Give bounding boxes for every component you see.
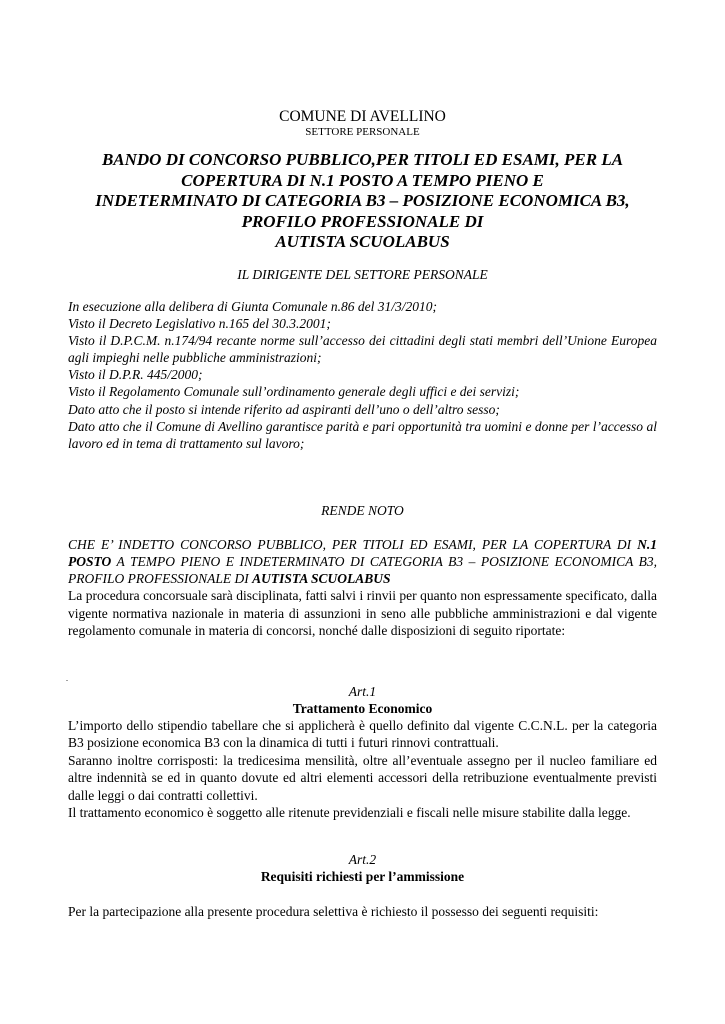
bando-line: AUTISTA SCUOLABUS bbox=[275, 232, 450, 251]
rende-noto-heading: RENDE NOTO bbox=[321, 503, 404, 518]
bando-line: INDETERMINATO DI CATEGORIA B3 – POSIZIONE ECONOMICA B3, bbox=[95, 191, 630, 210]
premessa-item: Dato atto che il Comune di Avellino garantisce parità e pari opportunità tra uomini e donne per l’accesso al lavoro ed in tema di trattamento sul lavoro; bbox=[68, 418, 657, 451]
comune-title: COMUNE DI AVELLINO bbox=[279, 108, 446, 125]
premessa-item: Visto il Decreto Legislativo n.165 del 30.3.2001; bbox=[68, 316, 331, 332]
bando-line: PROFILO PROFESSIONALE DI bbox=[241, 211, 484, 231]
art1-body bbox=[68, 717, 657, 821]
premessa-item: Visto il D.P.C.M. n.174/94 recante norme sull’accesso dei cittadini degli stati membri dell’Unione Europea agli impieghi nelle pubbliche amministrazioni; bbox=[68, 333, 657, 366]
premessa-item: In esecuzione alla delibera di Giunta Comunale n.86 del 31/3/2010; bbox=[68, 299, 437, 314]
indetto-text-2: A TEMPO PIENO E INDETERMINATO DI CATEGORIA B3 – POSIZIONE ECONOMICA B3, PROFILO PROFESSIONALE DI bbox=[68, 554, 657, 587]
indetto-profilo: AUTISTA SCUOLABUS bbox=[252, 571, 391, 587]
premessa-item: Visto il Regolamento Comunale sull’ordinamento generale degli uffici e dei servizi; bbox=[68, 384, 520, 400]
indetto-paragraph bbox=[68, 536, 657, 588]
bando-line: BANDO DI CONCORSO PUBBLICO,PER TITOLI ED ESAMI, PER LA bbox=[101, 150, 624, 169]
procedura-paragraph: La procedura concorsuale sarà disciplinata, fatti salvi i rinvii per quanto non espressamente specificato, dalla vigente normativa nazionale in materia di assunzioni in seno alle pubbliche amministrazioni e dal vigente regolamento comunale in materia di concorsi, nonché dalle disposizioni di seguito riportate: bbox=[68, 588, 657, 638]
bando-title bbox=[68, 150, 657, 253]
bando-line: COPERTURA DI N.1 POSTO A TEMPO PIENO E bbox=[181, 170, 544, 190]
premessa-item: Visto il D.P.R. 445/2000; bbox=[68, 367, 203, 383]
stray-dot: . bbox=[66, 674, 68, 683]
settore-subtitle: SETTORE PERSONALE bbox=[305, 126, 420, 138]
art1-paragraph: L’importo dello stipendio tabellare che si applicherà è quello definito dal vigente C.C.N.L. per la categoria B3 posizione economica B3 con la dinamica di tutti i futuri rinnovi contrattuali. bbox=[68, 718, 657, 751]
indetto-posto: N.1 POSTO bbox=[68, 537, 657, 570]
art2-body: Per la partecipazione alla presente procedura selettiva è richiesto il possesso dei seguenti requisiti: bbox=[68, 904, 599, 919]
art2-title: Requisiti richiesti per l’ammissione bbox=[260, 869, 465, 884]
art1-title: Trattamento Economico bbox=[292, 701, 433, 716]
indetto-text-1: CHE E’ INDETTO CONCORSO PUBBLICO, PER TITOLI ED ESAMI, PER LA COPERTURA DI bbox=[68, 537, 638, 552]
art1-number: Art.1 bbox=[348, 684, 377, 699]
art2-number: Art.2 bbox=[348, 852, 377, 867]
art1-paragraph: Saranno inoltre corrisposti: la tredicesima mensilità, oltre all’eventuale assegno per il nucleo familiare ed altre indennità se ed in quanto dovute ed altri elementi accessori della retribuzione eventualmente previsti dalle leggi o dai contratti collettivi. bbox=[68, 752, 657, 803]
premesse-list bbox=[68, 298, 657, 452]
premessa-item: Dato atto che il posto si intende riferito ad aspiranti dell’uno o dell’altro sesso; bbox=[68, 401, 500, 417]
dirigente-heading: IL DIRIGENTE DEL SETTORE PERSONALE bbox=[237, 267, 488, 282]
art1-paragraph: Il trattamento economico è soggetto alle ritenute previdenziali e fiscali nelle misure stabilite dalla legge. bbox=[68, 805, 631, 821]
